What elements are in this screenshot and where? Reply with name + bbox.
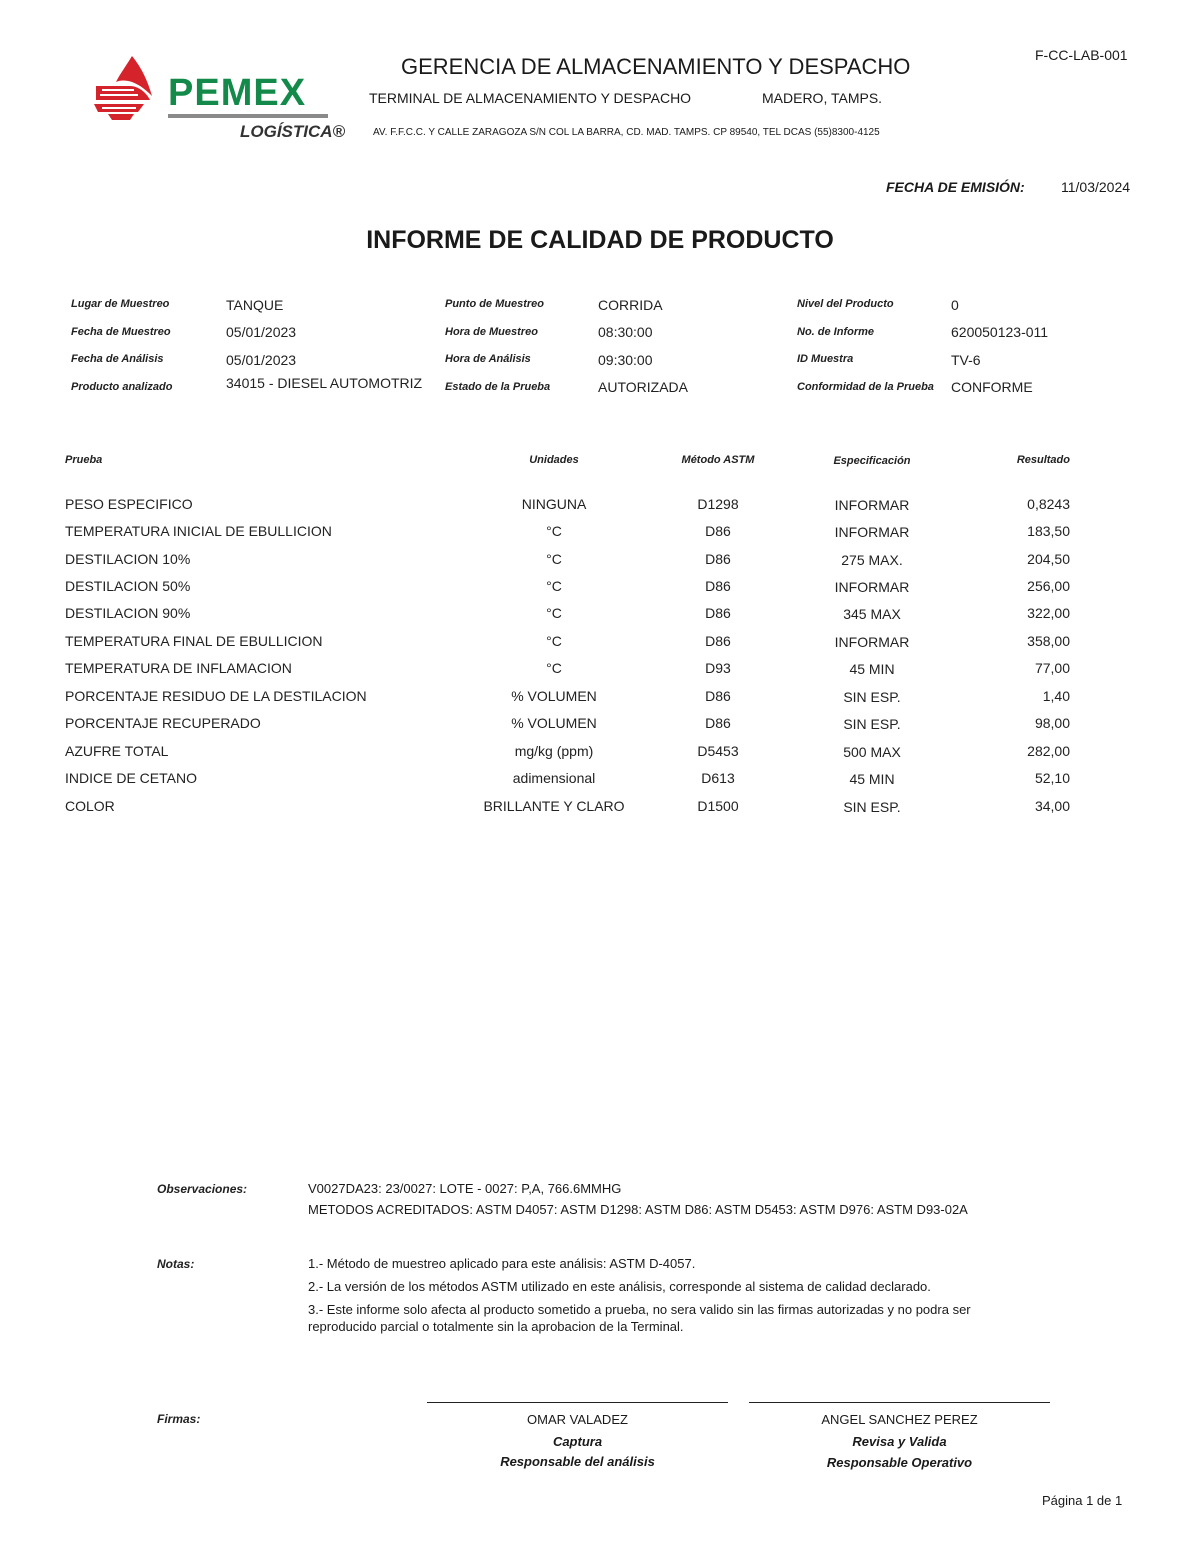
cell-metodo: D613 — [701, 770, 735, 786]
info-label: Conformidad de la Prueba — [797, 381, 934, 393]
table-header-especificacion: Especificación — [833, 455, 911, 467]
info-label: Fecha de Muestreo — [71, 326, 171, 338]
pemex-logo — [90, 50, 350, 150]
cell-resultado: 77,00 — [1034, 660, 1070, 676]
cell-metodo: D86 — [705, 688, 731, 704]
nota-item: 2.- La versión de los métodos ASTM utilizado en este análisis, corresponde al sistema de calidad declarado. — [308, 1279, 931, 1294]
cell-unidades: °C — [546, 523, 562, 539]
info-value: 05/01/2023 — [226, 324, 297, 340]
cell-metodo: D1298 — [697, 496, 739, 512]
signer-role: Revisa y Valida — [852, 1434, 947, 1449]
header-title: GERENCIA DE ALMACENAMIENTO Y DESPACHO — [401, 54, 911, 79]
cell-prueba: DESTILACION 90% — [65, 605, 191, 621]
cell-resultado: 282,00 — [1027, 743, 1070, 759]
info-label: Fecha de Análisis — [71, 353, 164, 365]
table-header-metodo: Método ASTM — [681, 454, 755, 466]
terminal-city: MADERO, TAMPS. — [762, 90, 883, 106]
cell-resultado: 322,00 — [1027, 605, 1070, 621]
info-value: CORRIDA — [598, 297, 663, 313]
signature-line — [749, 1402, 1050, 1403]
cell-unidades: NINGUNA — [521, 496, 587, 512]
cell-unidades: °C — [546, 633, 562, 649]
fecha-emision-value: 11/03/2024 — [1061, 179, 1131, 195]
cell-metodo: D93 — [705, 660, 731, 676]
cell-especificacion: INFORMAR — [834, 579, 910, 595]
info-label: Punto de Muestreo — [445, 298, 545, 310]
cell-resultado: 34,00 — [1034, 798, 1070, 814]
info-value: 08:30:00 — [598, 324, 653, 340]
cell-prueba: TEMPERATURA DE INFLAMACION — [65, 660, 292, 676]
signer-role: Captura — [552, 1434, 603, 1449]
observaciones-label: Observaciones: — [157, 1182, 248, 1196]
cell-unidades: °C — [546, 578, 562, 594]
cell-prueba: PORCENTAJE RESIDUO DE LA DESTILACION — [65, 688, 367, 704]
info-value: 05/01/2023 — [226, 352, 297, 368]
cell-resultado: 1,40 — [1042, 688, 1070, 704]
info-label: ID Muestra — [797, 353, 854, 365]
info-value: 09:30:00 — [598, 352, 653, 368]
info-label: Nivel del Producto — [797, 298, 894, 310]
cell-unidades: °C — [546, 660, 562, 676]
cell-especificacion: INFORMAR — [834, 634, 910, 650]
observaciones-line: V0027DA23: 23/0027: LOTE - 0027: P,A, 766.6MMHG — [308, 1181, 622, 1196]
info-label: Lugar de Muestreo — [71, 298, 170, 310]
info-label: Producto analizado — [71, 381, 173, 393]
nota-item: reproducido parcial o totalmente sin la aprobacion de la Terminal. — [308, 1319, 684, 1334]
cell-prueba: PORCENTAJE RECUPERADO — [65, 715, 261, 731]
cell-metodo: D86 — [705, 578, 731, 594]
info-label: No. de Informe — [797, 326, 875, 338]
table-header-prueba: Prueba — [65, 454, 103, 466]
cell-resultado: 52,10 — [1034, 770, 1070, 786]
cell-metodo: D1500 — [697, 798, 739, 814]
cell-especificacion: INFORMAR — [834, 524, 910, 540]
page-number: Página 1 de 1 — [1042, 1493, 1123, 1508]
info-label: Hora de Análisis — [445, 353, 531, 365]
terminal-address: AV. F.F.C.C. Y CALLE ZARAGOZA S/N COL LA BARRA, CD. MAD. TAMPS. CP 89540, TEL DCAS (55)8300-4125 — [373, 127, 880, 138]
cell-metodo: D86 — [705, 633, 731, 649]
cell-prueba: TEMPERATURA FINAL DE EBULLICION — [65, 633, 323, 649]
signer-title: Responsable del análisis — [500, 1454, 655, 1469]
cell-especificacion: INFORMAR — [834, 497, 910, 513]
info-value: TANQUE — [226, 297, 284, 313]
cell-unidades: % VOLUMEN — [511, 715, 597, 731]
cell-especificacion: SIN ESP. — [843, 716, 901, 732]
info-value: 620050123-011 — [951, 324, 1049, 340]
firmas-label: Firmas: — [157, 1412, 201, 1426]
cell-prueba: INDICE DE CETANO — [65, 770, 197, 786]
fecha-emision-label: FECHA DE EMISIÓN: — [886, 179, 1025, 195]
terminal-name: TERMINAL DE ALMACENAMIENTO Y DESPACHO — [369, 90, 692, 106]
table-header-unidades: Unidades — [529, 454, 579, 466]
cell-prueba: TEMPERATURA INICIAL DE EBULLICION — [65, 523, 332, 539]
cell-especificacion: 275 MAX. — [841, 552, 903, 568]
cell-resultado: 183,50 — [1027, 523, 1070, 539]
cell-metodo: D86 — [705, 523, 731, 539]
eagle-icon — [90, 52, 162, 122]
info-value: 34015 - DIESEL AUTOMOTRIZ — [226, 375, 423, 391]
form-code: F-CC-LAB-001 — [1035, 47, 1128, 63]
cell-metodo: D86 — [705, 715, 731, 731]
cell-resultado: 204,50 — [1027, 551, 1070, 567]
signature-line — [427, 1402, 728, 1403]
cell-resultado: 256,00 — [1027, 578, 1070, 594]
cell-resultado: 98,00 — [1034, 715, 1070, 731]
cell-unidades: BRILLANTE Y CLARO — [483, 798, 625, 814]
nota-item: 1.- Método de muestreo aplicado para este análisis: ASTM D-4057. — [308, 1256, 696, 1271]
notas-label: Notas: — [157, 1257, 195, 1271]
cell-especificacion: SIN ESP. — [843, 799, 901, 815]
cell-resultado: 0,8243 — [1027, 496, 1070, 512]
cell-especificacion: 345 MAX — [843, 606, 901, 622]
info-value: TV-6 — [951, 352, 981, 368]
logo-brand: PEMEX — [168, 72, 307, 114]
cell-resultado: 358,00 — [1027, 633, 1070, 649]
logo-subtitle: LOGÍSTICA® — [240, 122, 346, 141]
cell-prueba: COLOR — [65, 798, 115, 814]
cell-metodo: D86 — [705, 551, 731, 567]
table-header-resultado: Resultado — [1016, 454, 1070, 466]
cell-unidades: °C — [546, 551, 562, 567]
info-value: CONFORME — [951, 379, 1033, 395]
cell-especificacion: SIN ESP. — [843, 689, 901, 705]
cell-especificacion: 45 MIN — [849, 771, 895, 787]
cell-metodo: D86 — [705, 605, 731, 621]
cell-prueba: DESTILACION 10% — [65, 551, 191, 567]
cell-metodo: D5453 — [697, 743, 739, 759]
cell-prueba: PESO ESPECIFICO — [65, 496, 193, 512]
info-value: AUTORIZADA — [598, 379, 688, 395]
observaciones-line: METODOS ACREDITADOS: ASTM D4057: ASTM D1298: ASTM D86: ASTM D5453: ASTM D976: ASTM D93-02A — [308, 1202, 968, 1217]
cell-unidades: °C — [546, 605, 562, 621]
cell-prueba: AZUFRE TOTAL — [65, 743, 169, 759]
cell-prueba: DESTILACION 50% — [65, 578, 191, 594]
cell-unidades: % VOLUMEN — [511, 688, 597, 704]
info-label: Hora de Muestreo — [445, 326, 538, 338]
info-value: 0 — [951, 297, 959, 313]
cell-unidades: mg/kg (ppm) — [514, 743, 594, 759]
cell-unidades: adimensional — [512, 770, 596, 786]
report-title: INFORME DE CALIDAD DE PRODUCTO — [366, 226, 834, 254]
signer-name: OMAR VALADEZ — [527, 1412, 628, 1427]
info-label: Estado de la Prueba — [445, 381, 551, 393]
signer-title: Responsable Operativo — [826, 1455, 973, 1470]
cell-especificacion: 500 MAX — [843, 744, 901, 760]
signer-name: ANGEL SANCHEZ PEREZ — [821, 1412, 978, 1427]
cell-especificacion: 45 MIN — [849, 661, 895, 677]
nota-item: 3.- Este informe solo afecta al producto sometido a prueba, no sera valido sin las firmas autorizadas y no podra ser — [308, 1302, 971, 1317]
